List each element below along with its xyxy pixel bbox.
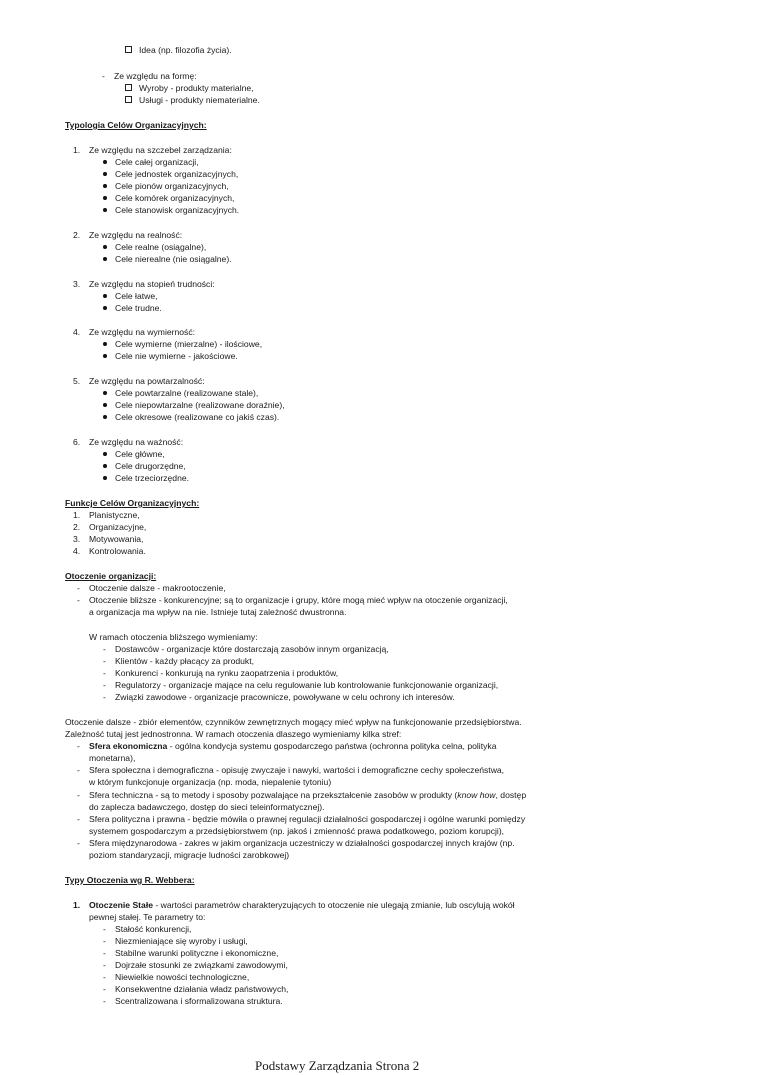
bullet-icon [103, 403, 107, 407]
list-item: Cele trudne. [103, 302, 162, 314]
bullet-icon [103, 294, 107, 298]
list-item: 1. Otoczenie Stałe - wartości parametrów charakteryzujących to otoczenie nie ulegają zmianie, lub oscylują wokół [73, 900, 515, 910]
text-line: w którym funkcjonuje organizacja (np. moda, niepalenie tytoniu) [89, 777, 332, 787]
bullet-icon [103, 342, 107, 346]
list-item: - Sfera społeczna i demograficzna - opisuję zwyczaje i nawyki, wartości i demograficzne cechy społeczeństwa, [77, 765, 505, 775]
square-bullet-icon [125, 46, 132, 53]
list-item: - Konkurenci - konkurują na rynku zaopatrzenia i produktów, [103, 668, 339, 678]
bullet-icon [103, 452, 107, 456]
text-line: W ramach otoczenia bliższego wymieniamy: [89, 632, 258, 642]
list-item: - Klientów - każdy płacący za produkt, [103, 656, 254, 666]
section-heading: Otoczenie organizacji: [65, 571, 157, 581]
list-item: - Otoczenie dalsze - makrootoczenie, [77, 583, 226, 593]
list-item: - Regulatorzy - organizacje mające na celu regulowanie lub kontrolowanie funkcjonowanie organizacji, [103, 680, 499, 690]
list-item: - Stałość konkurencji, [103, 924, 192, 934]
list-item: 1. Planistyczne, [73, 510, 140, 520]
list-item: 5. Ze względu na powtarzalność: [73, 376, 205, 386]
list-item: Cele nierealne (nie osiągalne). [103, 253, 232, 265]
list-item: Cele stanowisk organizacyjnych. [103, 204, 239, 216]
list-item: Cele pionów organizacyjnych, [103, 180, 229, 192]
bullet-icon [103, 172, 107, 176]
list-item: - Dostawców - organizacje które dostarczają zasobów innym organizacją, [103, 644, 389, 654]
list-item: - Związki zawodowe - organizacje pracownicze, powoływane w celu ochrony ich interesów. [103, 692, 455, 702]
section-heading: Typy Otoczenia wg R. Webbera: [65, 875, 195, 885]
bullet-icon [103, 464, 107, 468]
list-item: - Stabilne warunki polityczne i ekonomiczne, [103, 948, 279, 958]
page-footer: Podstawy Zarządzania Strona 2 [255, 1058, 420, 1073]
text-line: Otoczenie dalsze - zbiór elementów, czynników zewnętrznych mogący mieć wpływ na funkcjonowanie przedsiębiorstwa. [65, 717, 522, 727]
bullet-icon [103, 306, 107, 310]
square-bullet-icon [125, 84, 132, 91]
bullet-icon [103, 196, 107, 200]
list-item: 4. Kontrolowania. [73, 546, 146, 556]
text-line: monetarna), [89, 753, 136, 763]
list-item: Cele główne, [103, 448, 165, 460]
square-bullet-icon [125, 96, 132, 103]
text-line: do zaplecza badawczego, dostęp do sieci teleinformatycznej). [89, 802, 325, 812]
list-item: 4. Ze względu na wymierność: [73, 327, 196, 337]
list-item: Wyroby - produkty materialne, [125, 82, 254, 94]
bullet-icon [103, 184, 107, 188]
section-heading: Typologia Celów Organizacyjnych: [65, 120, 207, 130]
section-heading: Funkcje Celów Organizacyjnych: [65, 498, 200, 508]
text-line: systemem gospodarczym a przedsiębiorstwem (np. jakoś i zmienność prawa podatkowego, poziom korupcji), [89, 826, 505, 836]
list-item: Cele drugorzędne, [103, 460, 186, 472]
list-item: Cele realne (osiągalne), [103, 241, 206, 253]
list-item: - Sfera polityczna i prawna - będzie mówiła o prawnej regulacji działalności gospodarczej i ogólne warunki pomiędzy [77, 814, 526, 824]
bullet-icon [103, 245, 107, 249]
list-item: Cele okresowe (realizowane co jakiś czas). [103, 411, 279, 423]
bullet-icon [103, 476, 107, 480]
list-item: 1. Ze względu na szczebel zarządzania: [73, 145, 232, 155]
list-item: - Niezmieniające się wyroby i usługi, [103, 936, 248, 946]
list-item: Cele komórek organizacyjnych, [103, 192, 234, 204]
list-item: 2. Organizacyjne, [73, 522, 147, 532]
list-item: - Ze względu na formę: [102, 71, 197, 81]
text-line: poziom standaryzacji, migracje ludności zarobkowej) [89, 850, 290, 860]
list-item: 3. Ze względu na stopień trudności: [73, 279, 215, 289]
list-item: 6. Ze względu na ważność: [73, 437, 184, 447]
list-item: Cele trzeciorzędne. [103, 472, 189, 484]
list-item: Cele nie wymierne - jakościowe. [103, 350, 238, 362]
list-item: Cele wymierne (mierzalne) - ilościowe, [103, 338, 262, 350]
list-item: - Sfera ekonomiczna - ogólna kondycja systemu gospodarczego państwa (ochronna polityka celna, polityka [77, 741, 497, 751]
text-line: a organizacja ma wpływ na nie. Istnieje tutaj zależność dwustronna. [89, 607, 347, 617]
list-item: - Sfera techniczna - są to metody i sposoby pozwalające na przekształcenie zasobów w produkty (know how, dostęp [77, 790, 527, 800]
list-item: Cele niepowtarzalne (realizowane doraźnie), [103, 399, 285, 411]
list-item: - Konsekwentne działania władz państwowych, [103, 984, 289, 994]
list-item: - Niewielkie nowości technologiczne, [103, 972, 250, 982]
bullet-icon [103, 354, 107, 358]
bullet-icon [103, 391, 107, 395]
bullet-icon [103, 160, 107, 164]
bullet-icon [103, 415, 107, 419]
text-line: Zależność tutaj jest jednostronna. W ramach otoczenia dlaszego wymieniamy kilka stref: [65, 729, 402, 739]
text-line: pewnej stałej. Te parametry to: [89, 912, 206, 922]
list-item: Idea (np. filozofia życia). [125, 44, 232, 56]
list-item: Cele powtarzalne (realizowane stale), [103, 387, 258, 399]
list-item: 2. Ze względu na realność: [73, 230, 183, 240]
list-item: 3. Motywowania, [73, 534, 144, 544]
list-item: - Scentralizowana i sformalizowana struktura. [103, 996, 283, 1006]
list-item: - Otoczenie bliższe - konkurencyjne; są to organizacje i grupy, które mogą mieć wpływ na otoczenie organizacji, [77, 595, 508, 605]
list-item: Usługi - produkty niematerialne. [125, 94, 260, 106]
list-item: Cele łatwe, [103, 290, 158, 302]
bullet-icon [103, 208, 107, 212]
list-item: - Sfera międzynarodowa - zakres w jakim organizacja uczestniczy w działalności gospodarczej innych krajów (np. [77, 838, 515, 848]
bullet-icon [103, 257, 107, 261]
list-item: Cele jednostek organizacyjnych, [103, 168, 238, 180]
list-item: - Dojrzałe stosunki ze związkami zawodowymi, [103, 960, 288, 970]
list-item: Cele całej organizacji, [103, 156, 199, 168]
